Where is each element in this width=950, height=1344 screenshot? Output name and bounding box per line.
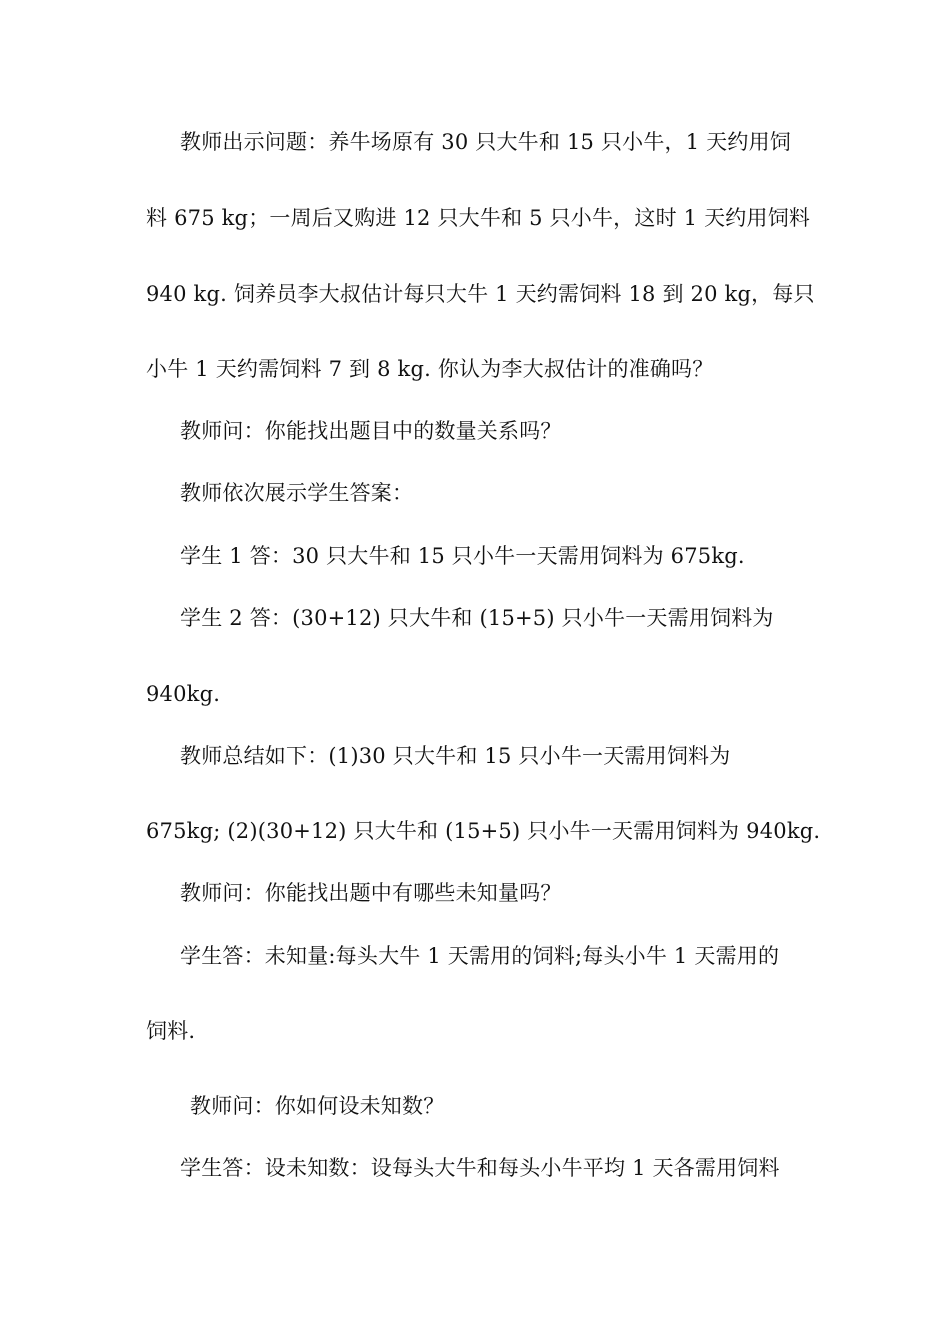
student-answer-unknowns-line-1: 学生答：未知量:每头大牛 1 天需用的饲料;每头小牛 1 天需用的 [180,944,780,968]
teacher-question-unknowns: 教师问：你能找出题中有哪些未知量吗？ [180,881,562,905]
teacher-question-relations: 教师问：你能找出题目中的数量关系吗？ [180,419,562,443]
student-answer-variables: 学生答：设未知数：设每头大牛和每头小牛平均 1 天各需用饲料 [180,1156,780,1180]
student-2-answer-line-2: 940kg. [146,682,221,706]
paragraph-problem-line-2: 料 675 kg；一周后又购进 12 只大牛和 5 只小牛，这时 1 天约用饲料 [146,206,811,230]
teacher-question-variables: 教师问：你如何设未知数？ [190,1094,445,1118]
student-answer-unknowns-line-2: 饲料. [146,1019,196,1043]
paragraph-problem-line-4: 小牛 1 天约需饲料 7 到 8 kg. 你认为李大叔估计的准确吗？ [146,357,714,381]
student-2-answer-line-1: 学生 2 答：(30+12) 只大牛和 (15+5) 只小牛一天需用饲料为 [180,606,774,630]
student-1-answer: 学生 1 答：30 只大牛和 15 只小牛一天需用饲料为 675kg. [180,544,745,568]
paragraph-problem-line-3: 940 kg. 饲养员李大叔估计每只大牛 1 天约需饲料 18 到 20 kg，每只 [146,282,815,306]
teacher-summary-line-2: 675kg; (2)(30+12) 只大牛和 (15+5) 只小牛一天需用饲料为 940kg. [146,819,821,843]
paragraph-problem-line-1: 教师出示问题：养牛场原有 30 只大牛和 15 只小牛，1 天约用饲 [180,130,791,154]
teacher-shows-answers: 教师依次展示学生答案： [180,481,414,505]
teacher-summary-line-1: 教师总结如下：(1)30 只大牛和 15 只小牛一天需用饲料为 [180,744,731,768]
